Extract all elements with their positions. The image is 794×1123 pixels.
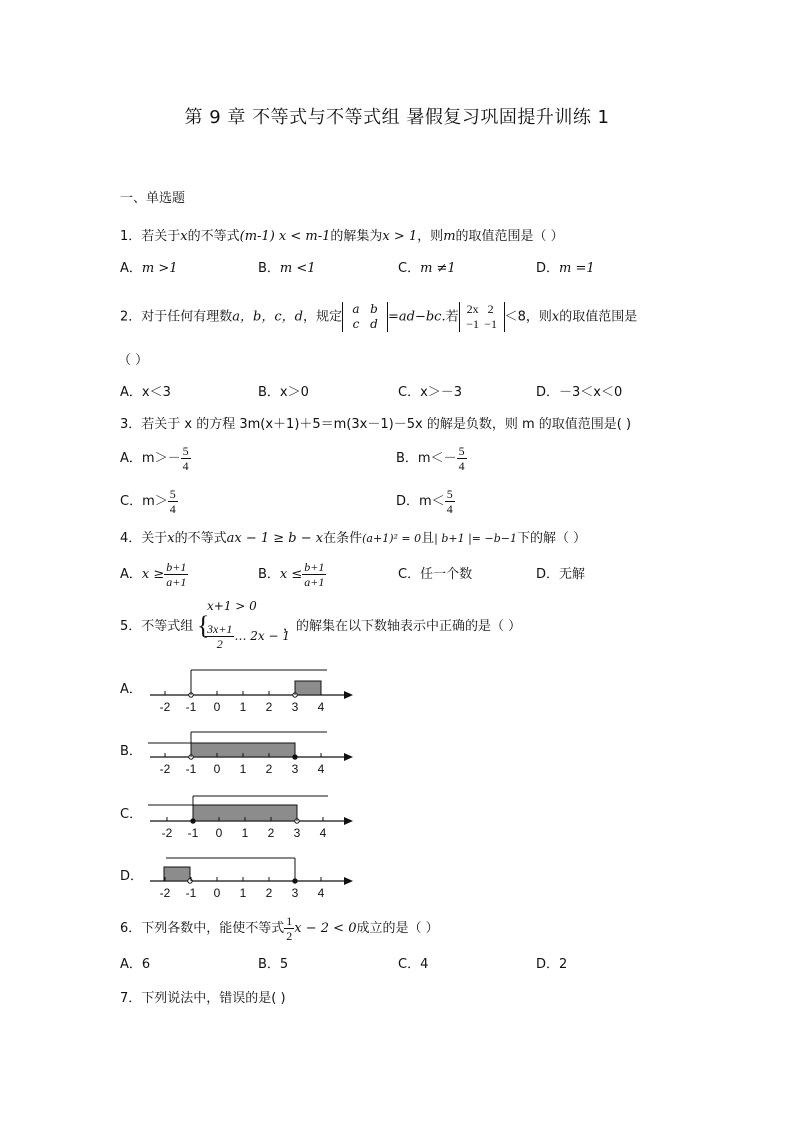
q3-option-a[interactable]: A．m＞－ $\frac{5}{4}$ — [120, 444, 189, 473]
tick-label: -1 — [185, 886, 197, 900]
q4-option-a[interactable]: A．x ≥ $\frac{b+1}{a+1}$ — [120, 560, 187, 589]
question-6-stem: 6．下列各数中，能使不等式 $\frac{1}{2}$ x − 2 < 0成立的是（ ） — [120, 914, 439, 943]
page-title: 第 9 章 不等式与不等式组 暑假复习巩固提升训练 1 — [184, 107, 610, 128]
q2-option-a[interactable]: A．x＜3 — [120, 385, 171, 400]
tick-label: -1 — [185, 762, 197, 776]
tick-label: 2 — [265, 700, 273, 714]
question-7-stem: 7．下列说法中，错误的是( ) — [120, 991, 286, 1006]
question-5-stem: ，的解集在以下数轴表示中正确的是（ ） — [283, 619, 522, 634]
q5-option-b-label[interactable]: B． — [120, 744, 142, 759]
question-5-label: 5．不等式组 — [120, 619, 194, 634]
q3-option-d[interactable]: D．m＜ $\frac{5}{4}$ — [396, 487, 453, 516]
tick-label: -2 — [159, 700, 171, 714]
number-line-d[interactable] — [140, 850, 360, 900]
tick-label: 3 — [291, 700, 299, 714]
q4-option-c[interactable]: C．任一个数 — [398, 567, 473, 582]
number-line-b[interactable] — [140, 726, 360, 776]
determinant-definition: a b c d — [342, 302, 388, 332]
tick-label: 4 — [317, 762, 325, 776]
tick-label: 1 — [239, 762, 247, 776]
q1-option-d[interactable]: D．m =1 — [536, 261, 595, 276]
system-brace: { — [197, 611, 210, 640]
system-line-2: $\frac{3x+1}{2}$ … 2x − 1 — [207, 622, 290, 651]
tick-label: 0 — [213, 886, 221, 900]
q4-option-d[interactable]: D．无解 — [536, 567, 586, 582]
q6-option-b[interactable]: B．5 — [258, 957, 289, 972]
question-4-stem: 4．关于x的不等式ax − 1 ≥ b − x在条件(a+1)² = 0且| b+1 |= −b−1下的解（ ） — [120, 531, 587, 546]
tick-label: 0 — [215, 826, 223, 840]
q5-option-c-label[interactable]: C． — [120, 807, 143, 822]
tick-label: 3 — [291, 886, 299, 900]
q6-option-d[interactable]: D．2 — [536, 957, 568, 972]
section-heading: 一、单选题 — [120, 191, 186, 206]
tick-label: 2 — [265, 762, 273, 776]
q2-option-d[interactable]: D．－3＜x＜0 — [536, 385, 623, 400]
q3-option-b[interactable]: B．m＜－ $\frac{5}{4}$ — [396, 444, 465, 473]
q5-option-a-label[interactable]: A． — [120, 682, 142, 697]
q5-option-d-label[interactable]: D． — [120, 869, 144, 884]
tick-label: -2 — [159, 886, 171, 900]
tick-label: 3 — [293, 826, 301, 840]
q2-option-c[interactable]: C．x＞－3 — [398, 385, 463, 400]
number-line-a[interactable] — [140, 664, 360, 714]
tick-label: -2 — [159, 762, 171, 776]
tick-label: 1 — [239, 700, 247, 714]
tick-label: 4 — [319, 826, 327, 840]
tick-label: 0 — [213, 762, 221, 776]
q3-option-c[interactable]: C．m＞ $\frac{5}{4}$ — [120, 487, 176, 516]
tick-label: 2 — [265, 886, 273, 900]
tick-label: 4 — [317, 700, 325, 714]
number-line-c[interactable] — [140, 790, 360, 840]
q1-option-a[interactable]: A．m >1 — [120, 261, 178, 276]
determinant-condition: 2x 2 −1 −1 — [459, 302, 505, 332]
q1-option-b[interactable]: B．m <1 — [258, 261, 316, 276]
tick-label: -2 — [161, 826, 173, 840]
question-1-stem: 1．若关于x的不等式(m-1) x < m-1的解集为x > 1，则m的取值范围是（ ） — [120, 229, 564, 244]
tick-label: 4 — [317, 886, 325, 900]
question-3-stem: 3．若关于 x 的方程 3m(x＋1)＋5＝m(3x－1)－5x 的解是负数，则 m 的取值范围是( ) — [120, 417, 632, 432]
tick-label: -1 — [187, 826, 199, 840]
system-line-1: x+1 > 0 — [207, 599, 257, 613]
tick-label: 0 — [213, 700, 221, 714]
tick-label: 1 — [239, 886, 247, 900]
q6-option-a[interactable]: A．6 — [120, 957, 151, 972]
q4-option-b[interactable]: B．x ≤ $\frac{b+1}{a+1}$ — [258, 560, 325, 589]
tick-label: 1 — [241, 826, 249, 840]
tick-label: 3 — [291, 762, 299, 776]
tick-label: 2 — [267, 826, 275, 840]
question-2-paren: （ ） — [118, 353, 149, 368]
tick-label: -1 — [185, 700, 197, 714]
q2-option-b[interactable]: B．x＞0 — [258, 385, 309, 400]
q6-option-c[interactable]: C．4 — [398, 957, 429, 972]
q1-option-c[interactable]: C．m ≠1 — [398, 261, 456, 276]
question-2-stem: 2．对于任何有理数a，b，c，d，规定a b c d =ad−bc.若2x 2 −1 −1 ＜8，则x的取值范围是 — [120, 302, 638, 331]
